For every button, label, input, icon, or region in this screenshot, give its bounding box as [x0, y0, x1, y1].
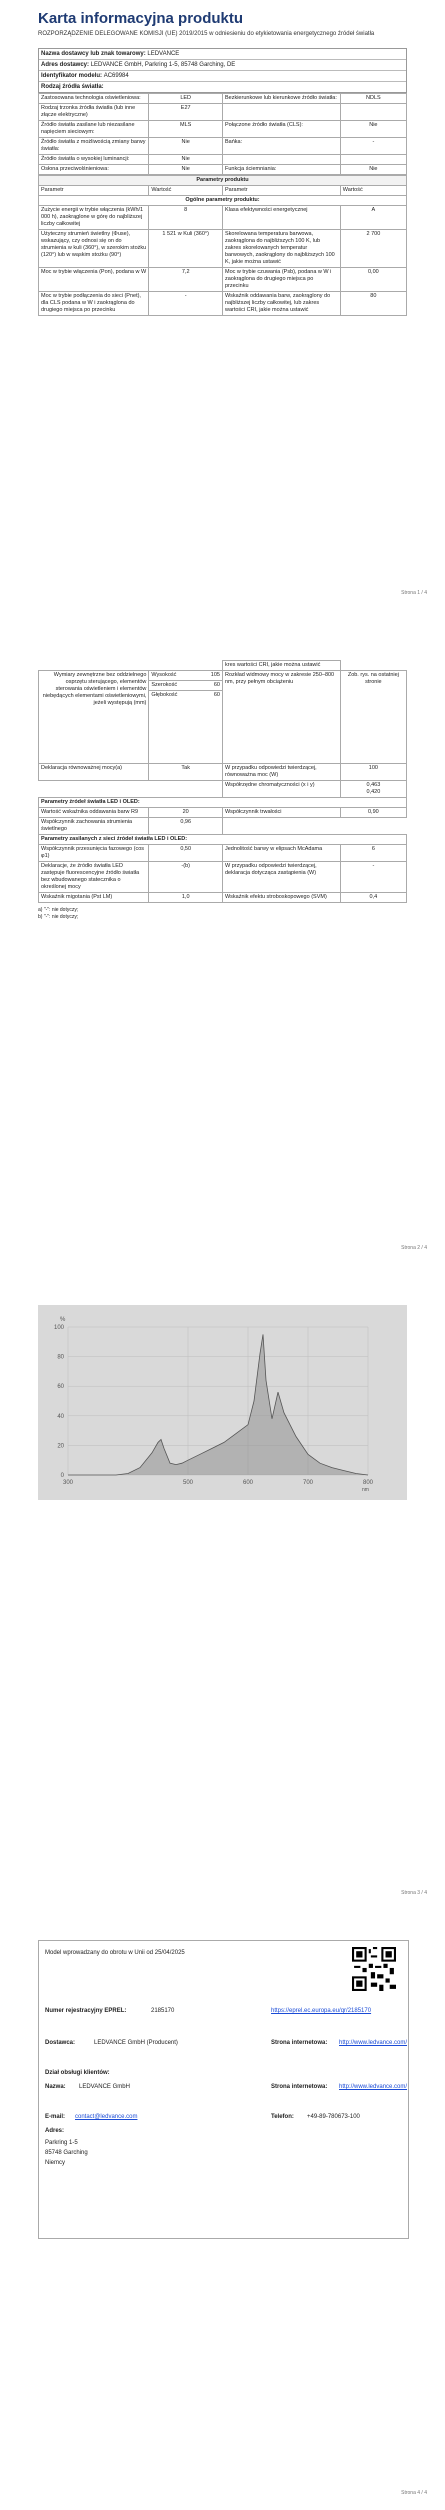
fluor-right-label: W przypadku odpowiedzi twierdzącej, deklaracja dotycząca zastąpienia (W): [222, 862, 340, 893]
y-tick-label: 40: [57, 1413, 64, 1420]
col-value-1: Wartość: [149, 186, 223, 196]
cos-value: 0,50: [149, 845, 223, 862]
param-cell: 80: [340, 292, 406, 316]
type-cell: NDLS: [340, 94, 406, 104]
tel-label: Telefon:: [271, 2114, 294, 2120]
service-label: Dział obsługi klientów:: [45, 2070, 110, 2076]
type-cell: Źródło światła o wysokiej luminancji:: [39, 155, 149, 165]
led-heading: Parametry źródeł światła LED i OLED:: [39, 798, 407, 808]
param-cell: A: [340, 206, 406, 230]
regulation-subtitle: ROZPORZĄDZENIE DELEGOWANE KOMISJI (UE) 2019/2015 w odniesieniu do etykietowania energetycznego źródeł światła: [38, 31, 375, 37]
equiv-value: Tak: [149, 764, 223, 781]
address-line3: Niemcy: [45, 2160, 66, 2166]
page-title: Karta informacyjna produktu: [38, 10, 244, 27]
email-label: E-mail:: [45, 2114, 66, 2120]
model-value: AC69984: [103, 73, 129, 79]
type-cell: Źródło światła z możliwością zmiany barwy światła:: [39, 138, 149, 155]
y-tick-label: 20: [57, 1443, 64, 1450]
param-cell: 2 700: [340, 230, 406, 268]
spectrum-chart-box: [38, 1305, 407, 1500]
height-label: Wysokość: [151, 672, 177, 678]
spectrum-chart: [38, 1305, 407, 1500]
type-row: [39, 104, 407, 121]
type-cell: [222, 104, 340, 121]
param-cell: Moc w trybie podłączenia do sieci (Pnet), dla CLS podana w W i zaokrąglona do drugiego miejsca po przecinku: [39, 292, 149, 316]
chroma-x: 0,463: [366, 782, 381, 788]
eprel-link[interactable]: https://eprel.ec.europa.eu/qr/2185170: [271, 2008, 372, 2014]
width-value: 60: [213, 682, 220, 688]
page-number-1: Strona 1 / 4: [401, 590, 427, 596]
footnote-b: b) "-": nie dotyczy;: [38, 914, 79, 920]
type-cell: Połączone źródło światła (CLS):: [222, 121, 340, 138]
supplier-box: [38, 48, 407, 93]
r9-value: 20: [149, 808, 223, 818]
type-cell: Bezkierunkowe lub kierunkowe źródło światła:: [222, 94, 340, 104]
macadam-label: Jednolitość barwy w elipsach McAdama: [222, 845, 340, 862]
survival-value: 0,90: [340, 808, 406, 818]
dostawca-value: LEDVANCE GmbH (Producent): [94, 2040, 178, 2046]
survival-label: Współczynnik trwałości: [222, 808, 340, 818]
equiv-right-value: 100: [340, 764, 406, 781]
param-cell: Skorelowana temperatura barwowa, zaokrąglona do najbliższych 100 K, lub zakres skorelowanych temperatur barwowych, zaokrąglony do najbliższych 100 K, jakie można ustawić: [222, 230, 340, 268]
fluor-value: -(b): [149, 862, 223, 893]
r9-label: Wartość wskaźnika oddawania barw R9: [39, 808, 149, 818]
www2-label: Strona internetowa:: [271, 2084, 328, 2090]
param-cell: Klasa efektywności energetycznej: [222, 206, 340, 230]
y-tick-label: 100: [53, 1325, 64, 1331]
y-tick-label: 0: [60, 1473, 64, 1479]
dostawca-label: Dostawca:: [45, 2040, 76, 2046]
mains-heading: Parametry zasilanych z sieci źródeł światła LED i OLED:: [39, 835, 407, 845]
cri-range-text: kres wartości CRI, jakie można ustawić: [222, 661, 340, 671]
nazwa-value: LEDVANCE GmbH: [79, 2084, 130, 2090]
type-cell: Nie: [340, 165, 406, 175]
type-cell: [340, 155, 406, 165]
type-cell: -: [340, 138, 406, 155]
nazwa-label: Nazwa:: [45, 2084, 66, 2090]
x-tick-label: 700: [302, 1480, 314, 1486]
y-tick-label: 60: [57, 1384, 64, 1391]
address-label: Adres:: [45, 2128, 65, 2134]
type-cell: LED: [149, 94, 223, 104]
svm-value: 0,4: [340, 893, 406, 903]
address-line2: 85748 Garching: [45, 2150, 88, 2156]
type-cell: Osłona przeciwolśnieniowa:: [39, 165, 149, 175]
type-row: [39, 155, 407, 165]
page-number-3: Strona 3 / 4: [401, 1890, 427, 1896]
type-cell: Funkcja ściemniania:: [222, 165, 340, 175]
type-cell: Zastosowana technologia oświetleniowa:: [39, 94, 149, 104]
chroma-y: 0,420: [366, 789, 381, 795]
param-cell: Moc w trybie czuwania (Psb), podana w W i zaokrąglona do drugiego miejsca po przecinku: [222, 268, 340, 292]
fluor-label: Deklaracje, że źródło światła LED zastępuje fluorescencyjne źródło światła bez wbudowanego statecznika o określonej mocy: [39, 862, 149, 893]
y-tick-label: 80: [57, 1354, 64, 1361]
param-cell: 8: [149, 206, 223, 230]
param-cell: -: [149, 292, 223, 316]
supplier-name-value: LEDVANCE: [147, 51, 180, 57]
type-row: [39, 165, 407, 175]
cos-label: Współczynnik przesunięcia fazowego (cos φ1): [39, 845, 149, 862]
info-box: [38, 1940, 409, 2239]
www-link[interactable]: http://www.ledvance.com/: [339, 2040, 408, 2046]
type-cell: [340, 104, 406, 121]
type-cell: E27: [149, 104, 223, 121]
param-row: [39, 230, 407, 268]
type-cell: [222, 155, 340, 165]
www2-link[interactable]: http://www.ledvance.com/: [339, 2084, 408, 2090]
eprel-value: 2185170: [151, 2008, 175, 2014]
supplier-address-label: Adres dostawcy:: [41, 62, 90, 68]
depth-label: Głębokość: [151, 692, 178, 698]
col-param-1: Parametr: [39, 186, 149, 196]
type-cell: Nie: [149, 165, 223, 175]
spectral-label: Rozkład widmowy mocy w zakresie 250–800 nm, przy pełnym obciążeniu: [222, 671, 340, 764]
page-2: [38, 660, 407, 921]
type-row: [39, 94, 407, 104]
www-label: Strona internetowa:: [271, 2040, 328, 2046]
param-cell: 0,00: [340, 268, 406, 292]
market-date: Model wprowadzany do obrotu w Unii od 25/04/2025: [45, 1950, 185, 1956]
supplier-name-label: Nazwa dostawcy lub znak towarowy:: [41, 51, 146, 57]
type-cell: Źródło światła zasilane lub niezasilane napięciem sieciowym:: [39, 121, 149, 138]
type-label: Rodzaj źródła światła:: [41, 84, 104, 90]
equiv-label: Deklaracja równoważnej mocy(a): [39, 764, 149, 781]
x-tick-label: 300: [62, 1480, 74, 1486]
type-cell: Nie: [340, 121, 406, 138]
param-cell: Wskaźnik oddawania barw, zaokrąglony do najbliższej liczby całkowitej, lub zakres wartości CRI, jakie można ustawić: [222, 292, 340, 316]
model-label: Identyfikator modelu:: [41, 73, 103, 79]
type-cell: Nie: [149, 138, 223, 155]
dims-label: Wymiary zewnętrzne bez oddzielnego osprzętu sterującego, elementów sterowania oświetleniem i elementów niebędących elementami oświetleniowymi, jeżeli występują (mm): [39, 671, 149, 764]
x-tick-label: 600: [242, 1480, 254, 1486]
email-link[interactable]: contact@ledvance.com: [75, 2114, 138, 2120]
type-cell: MLS: [149, 121, 223, 138]
page2-table: [38, 660, 407, 903]
param-cell: 1 521 w Kuli (360°): [149, 230, 223, 268]
page-number-2: Strona 2 / 4: [401, 1245, 427, 1251]
equiv-right-label: W przypadku odpowiedzi twierdzącej, równoważna moc (W): [222, 764, 340, 781]
param-row: [39, 206, 407, 230]
type-row: [39, 138, 407, 155]
address-line1: Parkring 1-5: [45, 2140, 78, 2146]
flicker-label: Wskaźnik migotania (Pst LM): [39, 893, 149, 903]
spectral-value: Zob. rys. na ostatniej stronie: [340, 671, 406, 764]
params-table: [38, 175, 407, 316]
height-value: 105: [210, 672, 220, 678]
page-1: [38, 10, 407, 316]
chroma-label: Współrzędne chromatyczności (x i y): [222, 781, 340, 798]
param-row: [39, 292, 407, 316]
param-cell: 7,2: [149, 268, 223, 292]
supplier-address-value: LEDVANCE GmbH, Parkring 1-5, 85748 Garching, DE: [90, 62, 236, 68]
col-value-2: Wartość: [340, 186, 406, 196]
width-label: Szerokość: [151, 682, 178, 688]
footnote-a: a) "-": nie dotyczy;: [38, 907, 79, 913]
type-row: [39, 121, 407, 138]
tel-value: +49-89-780673-100: [307, 2114, 360, 2120]
svm-label: Wskaźnik efektu stroboskopowego (SVM): [222, 893, 340, 903]
x-axis-label: nm: [362, 1487, 369, 1493]
col-param-2: Parametr: [222, 186, 340, 196]
param-cell: Zużycie energii w trybie włączenia (kWh/1 000 h), zaokrąglone w górę do najbliższej liczby całkowitej: [39, 206, 149, 230]
maint-value: 0,96: [149, 818, 223, 835]
y-axis-label: %: [60, 1317, 66, 1323]
param-cell: Moc w trybie włączenia (Pon), podana w W: [39, 268, 149, 292]
type-cell: Rodzaj trzonka źródła światła (lub inne złącze elektryczne): [39, 104, 149, 121]
eprel-label: Numer rejestracyjny EPREL:: [45, 2008, 127, 2014]
type-cell: Bańka:: [222, 138, 340, 155]
general-heading: Ogólne parametry produktu:: [39, 196, 407, 206]
x-tick-label: 500: [182, 1480, 194, 1486]
flicker-value: 1,0: [149, 893, 223, 903]
type-cell: Nie: [149, 155, 223, 165]
macadam-value: 6: [340, 845, 406, 862]
maint-label: Współczynnik zachowania strumienia świetlnego: [39, 818, 149, 835]
type-table: [38, 93, 407, 175]
param-cell: Użyteczny strumień świetlny (Φuse), wskazujący, czy odnosi się on do strumienia w kuli (360°), w szerokim stożku (120°) lub w wąskim stożku (90°): [39, 230, 149, 268]
qr-code-icon[interactable]: [352, 1947, 396, 1991]
x-tick-label: 800: [362, 1480, 374, 1486]
depth-value: 60: [213, 692, 220, 698]
fluor-right-value: -: [340, 862, 406, 893]
page-number-4: Strona 4 / 4: [401, 2490, 427, 2496]
spectrum-area: [68, 1334, 368, 1475]
params-heading: Parametry produktu: [39, 176, 407, 186]
param-row: [39, 268, 407, 292]
